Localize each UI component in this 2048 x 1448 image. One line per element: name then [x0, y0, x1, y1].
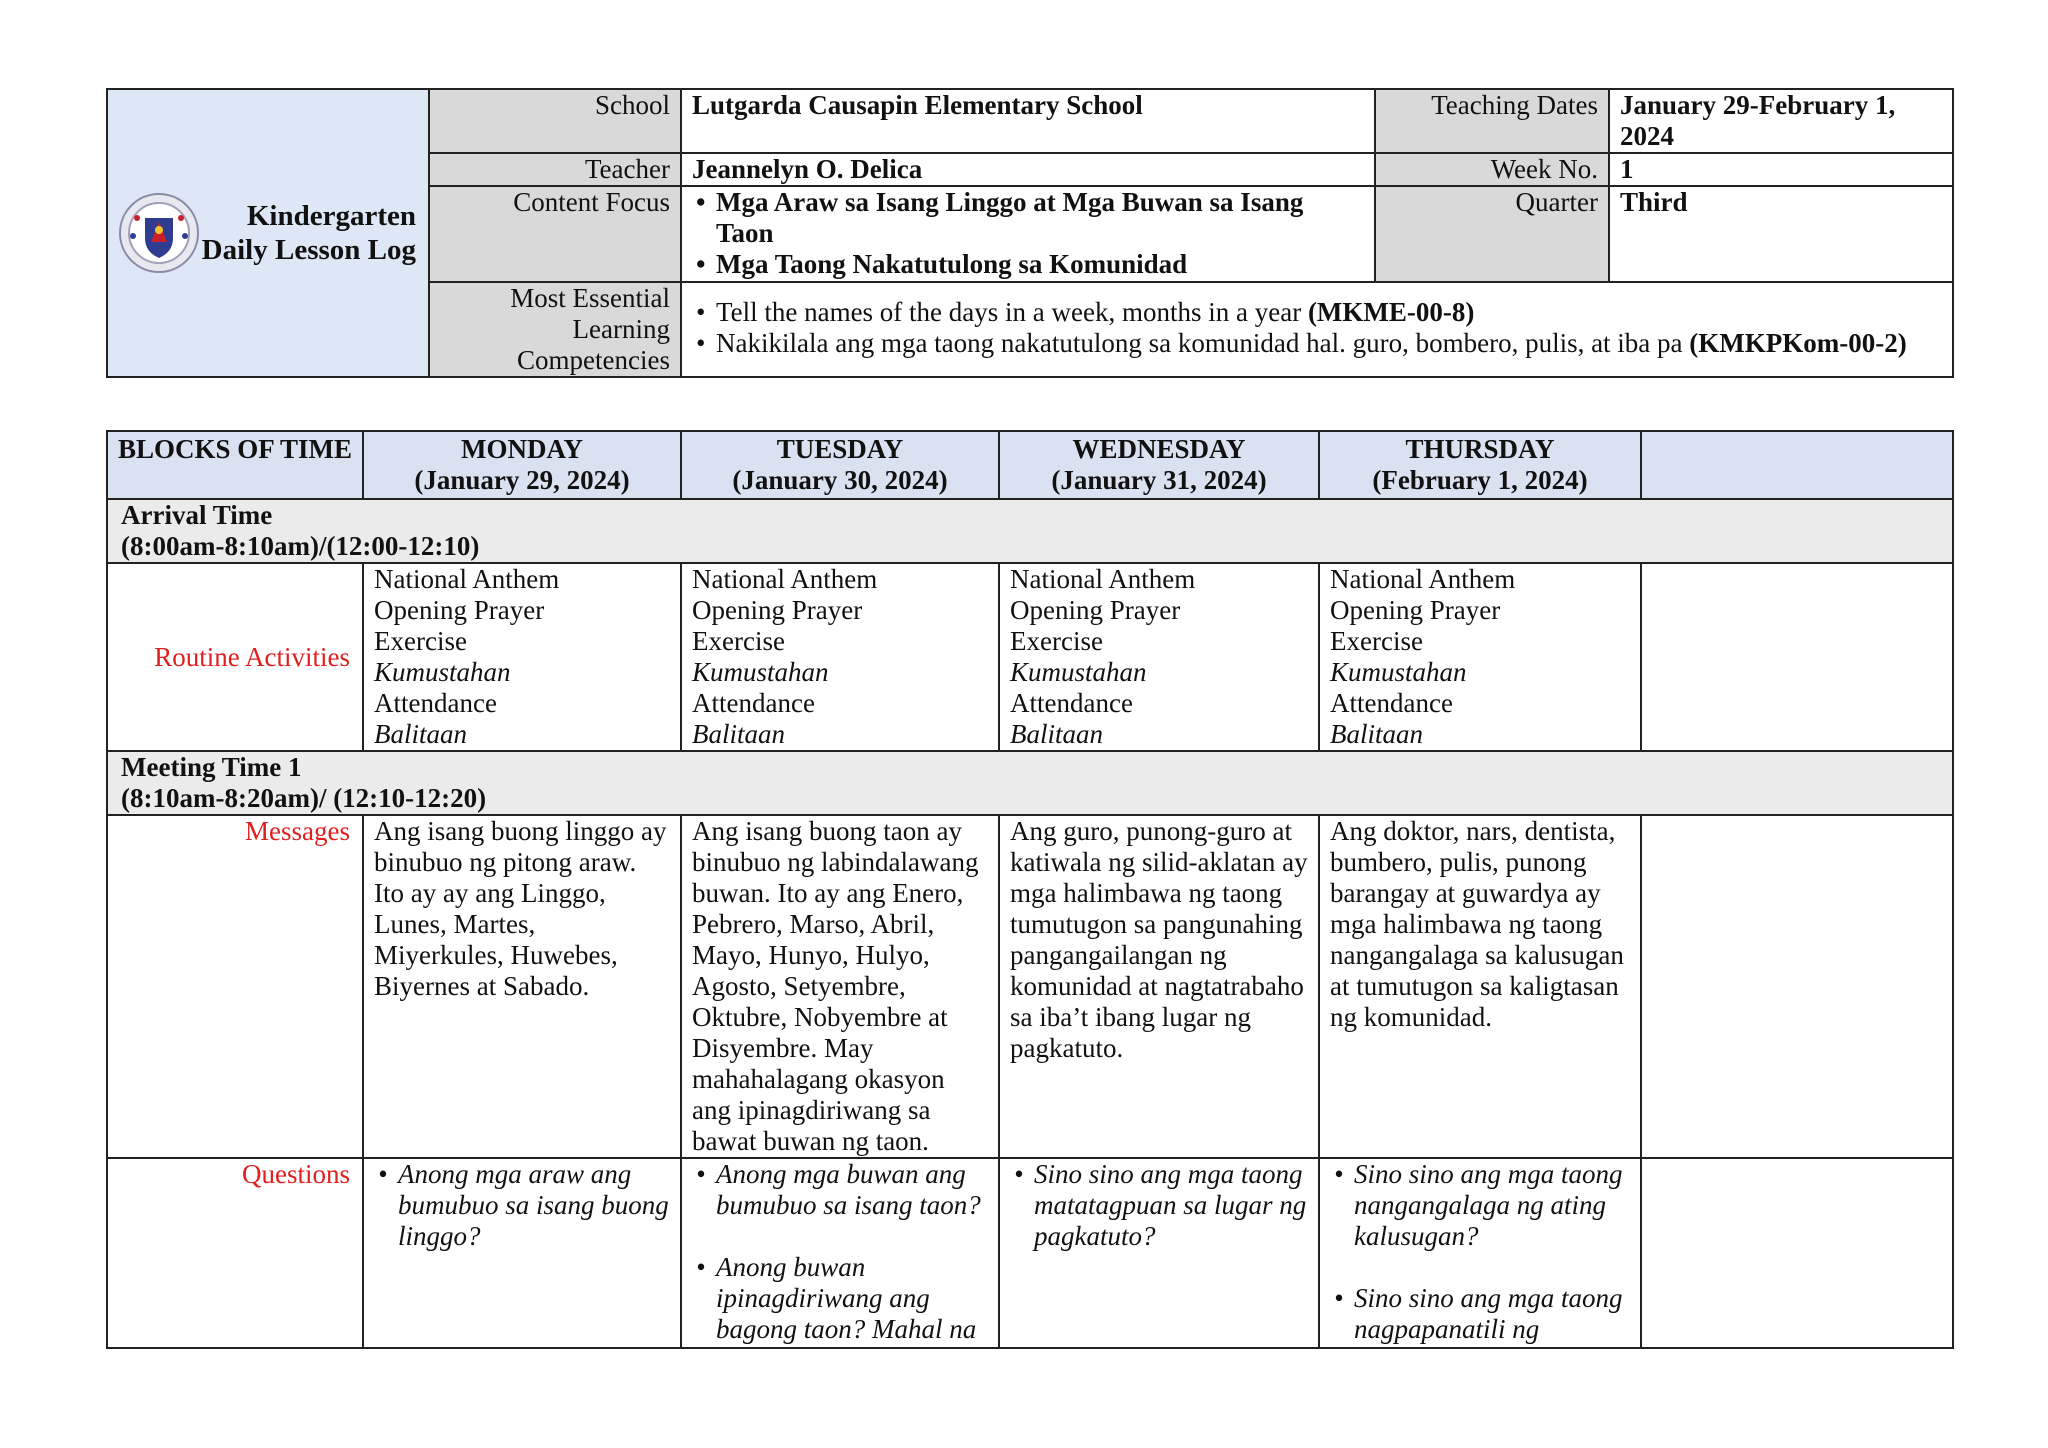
message-thursday: Ang doktor, nars, dentista, bumbero, pulis, punong barangay at guwardya ay mga halimbawa ng taong nangangalaga sa kalusugan at tumutugon sa kaligtasan ng komunidad. — [1319, 815, 1641, 1158]
arrival-time-row: Arrival Time (8:00am-8:10am)/(12:00-12:10) — [107, 499, 1953, 563]
school-value: Lutgarda Causapin Elementary School — [681, 89, 1375, 153]
question-spacer — [716, 1221, 988, 1252]
day-header-empty — [1641, 431, 1953, 499]
content-focus-label: Content Focus — [429, 186, 681, 282]
school-label: School — [429, 89, 681, 153]
message-tuesday: Ang isang buong taon ay binubuo ng labindalawang buwan. Ito ay ang Enero, Pebrero, Marso, Abril, Mayo, Hunyo, Hulyo, Agosto, Setyembre, Oktubre, Nobyembre at Disyembre. May mahahalagang okasyon ang ipinagdiriwang sa bawat buwan ng taon. — [681, 815, 999, 1158]
melc-item: • Nakikilala ang mga taong nakatutulong sa komunidad hal. guro, bombero, pulis, at iba pa (KMKPKom-00-2) — [716, 328, 1942, 359]
messages-label: Messages — [107, 815, 363, 1158]
message-monday: Ang isang buong linggo ay binubuo ng pitong araw. Ito ay ay ang Linggo, Lunes, Martes, Miyerkules, Huwebes, Biyernes at Sabado. — [363, 815, 681, 1158]
schedule-table — [106, 430, 1954, 1349]
header-table — [106, 88, 1954, 378]
teaching-dates-label: Teaching Dates — [1375, 89, 1609, 153]
routine-empty — [1641, 563, 1953, 751]
logo-cell — [107, 89, 429, 377]
routine-monday: National Anthem Opening Prayer Exercise Kumustahan Attendance Balitaan — [363, 563, 681, 751]
routine-tuesday: National Anthem Opening Prayer Exercise Kumustahan Attendance Balitaan — [681, 563, 999, 751]
quarter-label: Quarter — [1375, 186, 1609, 282]
blocks-of-time-header: BLOCKS OF TIME — [107, 431, 363, 499]
week-value: 1 — [1609, 153, 1953, 186]
melc-value — [681, 282, 1953, 377]
deped-seal-icon — [118, 192, 200, 274]
questions-monday — [363, 1158, 681, 1348]
questions-tuesday — [681, 1158, 999, 1348]
message-empty — [1641, 815, 1953, 1158]
day-header-tuesday: TUESDAY (January 30, 2024) — [681, 431, 999, 499]
content-focus-value — [681, 186, 1375, 282]
questions-empty — [1641, 1158, 1953, 1348]
questions-label: Questions — [107, 1158, 363, 1348]
teaching-dates-value: January 29-February 1, 2024 — [1609, 89, 1953, 153]
teacher-value: Jeannelyn O. Delica — [681, 153, 1375, 186]
routine-activities-label: Routine Activities — [107, 563, 363, 751]
melc-label: Most Essential Learning Competencies — [429, 282, 681, 377]
day-header-wednesday: WEDNESDAY (January 31, 2024) — [999, 431, 1319, 499]
question-spacer — [1354, 1252, 1630, 1283]
question-item: • Sino sino ang mga taong nangangalaga ng ating kalusugan? — [1354, 1159, 1630, 1252]
content-focus-item: • Mga Taong Nakatutulong sa Komunidad — [716, 249, 1364, 280]
meeting-time-row: Meeting Time 1 (8:10am-8:20am)/ (12:10-12:20) — [107, 751, 1953, 815]
week-label: Week No. — [1375, 153, 1609, 186]
message-wednesday: Ang guro, punong-guro at katiwala ng silid-aklatan ay mga halimbawa ng taong tumutugon sa pangunahing pangangailangan ng komunidad at nagtatrabaho sa iba’t ibang lugar ng pagkatuto. — [999, 815, 1319, 1158]
melc-item: • Tell the names of the days in a week, months in a year (MKME-00-8) — [716, 297, 1942, 328]
quarter-value: Third — [1609, 186, 1953, 282]
doc-title-line2: Daily Lesson Log — [201, 234, 416, 266]
routine-wednesday: National Anthem Opening Prayer Exercise Kumustahan Attendance Balitaan — [999, 563, 1319, 751]
routine-thursday: National Anthem Opening Prayer Exercise Kumustahan Attendance Balitaan — [1319, 563, 1641, 751]
question-item: • Sino sino ang mga taong nagpapanatili ng — [1354, 1283, 1630, 1345]
question-item: • Anong buwan ipinagdiriwang ang bagong taon? Mahal na — [716, 1252, 988, 1345]
teacher-label: Teacher — [429, 153, 681, 186]
question-item: • Anong mga buwan ang bumubuo sa isang taon? — [716, 1159, 988, 1221]
day-header-thursday: THURSDAY (February 1, 2024) — [1319, 431, 1641, 499]
questions-wednesday — [999, 1158, 1319, 1348]
question-item: • Anong mga araw ang bumubuo sa isang buong linggo? — [398, 1159, 670, 1252]
day-header-monday: MONDAY (January 29, 2024) — [363, 431, 681, 499]
question-item: • Sino sino ang mga taong matatagpuan sa lugar ng pagkatuto? — [1034, 1159, 1308, 1252]
questions-thursday — [1319, 1158, 1641, 1348]
doc-title-line1: Kindergarten — [246, 200, 416, 232]
content-focus-item: • Mga Araw sa Isang Linggo at Mga Buwan sa Isang Taon — [716, 187, 1364, 249]
